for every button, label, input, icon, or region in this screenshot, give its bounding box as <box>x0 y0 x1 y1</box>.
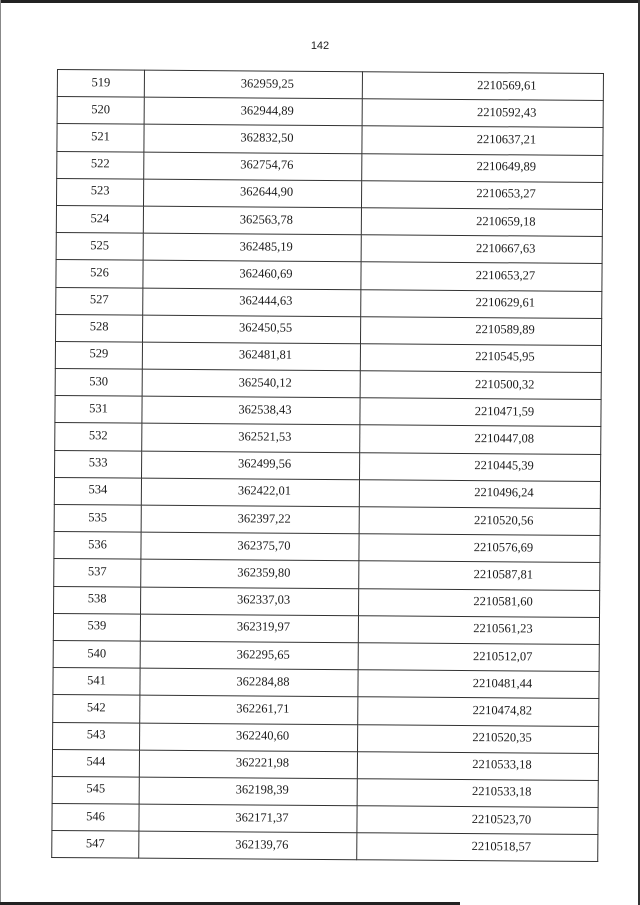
y-coordinate-text: 2210637,21 <box>476 132 537 147</box>
y-coordinate-text: 2210659,18 <box>476 213 536 229</box>
point-number-cell <box>54 504 141 532</box>
x-coordinate-cell <box>140 641 358 670</box>
y-coordinate-text: 2210500,32 <box>474 376 535 392</box>
x-coordinate-text: 362481,81 <box>238 347 293 363</box>
x-coordinate-cell <box>143 233 361 262</box>
y-coordinate-text: 2210653,27 <box>476 186 536 201</box>
x-coordinate-text: 362139,76 <box>235 837 289 852</box>
x-coordinate-text: 362450,55 <box>238 320 293 336</box>
y-coordinate-cell <box>358 724 599 753</box>
y-coordinate-cell <box>360 316 601 345</box>
x-coordinate-text: 362198,39 <box>235 782 289 798</box>
y-coordinate-cell <box>358 670 599 699</box>
point-number-text: 523 <box>90 183 110 198</box>
x-coordinate-text: 362460,69 <box>239 266 293 281</box>
point-number-text: 540 <box>87 645 107 660</box>
y-coordinate-cell <box>357 806 598 835</box>
y-coordinate-text: 2210518,57 <box>471 838 532 854</box>
x-coordinate-cell <box>141 478 359 507</box>
y-coordinate-text: 2210581,60 <box>473 594 533 609</box>
y-coordinate-cell <box>359 507 600 536</box>
table-row <box>57 151 603 182</box>
x-coordinate-cell <box>143 260 361 289</box>
y-coordinate-cell <box>361 208 602 237</box>
x-coordinate-cell <box>142 369 360 398</box>
x-coordinate-cell <box>141 505 359 534</box>
x-coordinate-cell <box>140 668 358 697</box>
point-number-cell <box>52 804 139 832</box>
point-number-text: 519 <box>91 74 111 89</box>
point-number-cell <box>53 640 140 668</box>
x-coordinate-cell <box>142 424 360 453</box>
table-row <box>53 668 599 699</box>
y-coordinate-text: 2210589,89 <box>475 322 535 337</box>
point-number-cell <box>55 423 142 451</box>
x-coordinate-cell <box>141 560 359 589</box>
x-coordinate-cell <box>143 206 361 235</box>
table-row <box>54 477 600 508</box>
point-number-text: 527 <box>89 292 109 307</box>
point-number-cell <box>53 613 140 641</box>
x-coordinate-cell <box>142 396 360 425</box>
x-coordinate-cell <box>144 152 362 181</box>
table-row <box>54 532 600 563</box>
point-number-text: 532 <box>88 428 108 443</box>
point-number-text: 524 <box>90 210 110 225</box>
y-coordinate-cell <box>359 534 600 563</box>
point-number-text: 531 <box>89 401 108 416</box>
point-number-text: 543 <box>86 727 106 742</box>
coordinates-table <box>51 69 604 862</box>
table-row <box>53 722 599 753</box>
point-number-cell <box>52 831 139 859</box>
y-coordinate-cell <box>359 480 600 509</box>
point-number-cell <box>57 70 144 98</box>
point-number-text: 541 <box>87 672 106 688</box>
point-number-cell <box>55 369 142 397</box>
point-number-text: 520 <box>91 102 111 117</box>
point-number-text: 546 <box>86 808 105 824</box>
x-coordinate-cell <box>144 125 362 154</box>
y-coordinate-cell <box>357 751 598 780</box>
point-number-text: 545 <box>86 781 106 796</box>
x-coordinate-cell <box>142 342 360 371</box>
table-row <box>52 804 598 835</box>
table-row <box>52 831 598 862</box>
point-number-text: 533 <box>88 455 108 470</box>
x-coordinate-text: 362538,43 <box>238 402 292 417</box>
point-number-text: 538 <box>87 591 107 606</box>
table-row <box>52 749 598 780</box>
point-number-cell <box>56 314 143 342</box>
table-row <box>54 586 600 617</box>
point-number-text: 539 <box>87 618 107 633</box>
y-coordinate-text: 2210474,82 <box>472 702 533 718</box>
table-row <box>53 640 599 671</box>
y-coordinate-cell <box>360 371 601 400</box>
point-number-cell <box>53 695 140 723</box>
table-row <box>55 450 601 481</box>
point-number-text: 526 <box>90 265 109 280</box>
x-coordinate-text: 362444,63 <box>239 293 293 308</box>
x-coordinate-text: 362959,25 <box>240 75 295 91</box>
y-coordinate-text: 2210447,08 <box>474 431 535 446</box>
point-number-text: 522 <box>90 156 110 171</box>
point-number-text: 521 <box>91 129 110 144</box>
x-coordinate-text: 362563,78 <box>239 211 294 227</box>
x-coordinate-text: 362499,56 <box>237 456 292 471</box>
y-coordinate-text: 2210592,43 <box>476 104 537 120</box>
scan-edge-top <box>0 0 640 3</box>
x-coordinate-cell <box>139 831 357 860</box>
x-coordinate-text: 362644,90 <box>239 184 294 200</box>
x-coordinate-text: 362754,76 <box>240 157 294 172</box>
point-number-cell <box>57 124 144 152</box>
table-row <box>57 124 603 155</box>
table-row <box>56 287 602 318</box>
y-coordinate-text: 2210629,61 <box>475 295 536 310</box>
point-number-cell <box>55 341 142 369</box>
x-coordinate-text: 362221,98 <box>235 755 290 771</box>
table-row <box>56 178 602 209</box>
x-coordinate-cell <box>140 695 358 724</box>
y-coordinate-text: 2210653,27 <box>475 267 536 283</box>
y-coordinate-cell <box>358 643 599 672</box>
y-coordinate-cell <box>361 235 602 264</box>
point-number-text: 537 <box>87 564 107 579</box>
point-number-cell <box>54 586 141 614</box>
table-row <box>54 504 600 535</box>
x-coordinate-text: 362240,60 <box>236 728 290 743</box>
x-coordinate-cell <box>142 451 360 480</box>
x-coordinate-text: 362261,71 <box>236 701 290 716</box>
y-coordinate-cell <box>358 697 599 726</box>
table-row <box>53 695 599 726</box>
table-row <box>55 396 601 427</box>
point-number-text: 536 <box>88 537 107 552</box>
x-coordinate-cell <box>141 532 359 561</box>
point-number-text: 544 <box>86 754 106 769</box>
y-coordinate-text: 2210512,07 <box>472 648 533 664</box>
point-number-text: 535 <box>88 509 108 524</box>
y-coordinate-text: 2210649,89 <box>476 159 537 174</box>
point-number-text: 530 <box>89 373 109 389</box>
table-row <box>56 233 602 264</box>
y-coordinate-text: 2210561,23 <box>473 621 533 636</box>
y-coordinate-cell <box>362 99 603 128</box>
table-row <box>57 97 603 128</box>
y-coordinate-cell <box>362 126 603 155</box>
table-row <box>52 776 598 807</box>
point-number-text: 529 <box>89 346 109 361</box>
x-coordinate-text: 362422,01 <box>237 483 292 499</box>
y-coordinate-text: 2210533,18 <box>472 757 532 772</box>
point-number-cell <box>56 260 143 288</box>
y-coordinate-cell <box>357 779 598 808</box>
y-coordinate-text: 2210545,95 <box>475 349 535 364</box>
x-coordinate-text: 362485,19 <box>239 239 293 254</box>
y-coordinate-cell <box>361 289 602 318</box>
point-number-text: 534 <box>88 482 108 497</box>
x-coordinate-cell <box>140 723 358 752</box>
table-row <box>55 369 601 400</box>
x-coordinate-cell <box>144 97 362 126</box>
table-row <box>56 314 602 345</box>
point-number-cell <box>55 396 142 424</box>
y-coordinate-text: 2210496,24 <box>474 485 534 500</box>
x-coordinate-text: 362397,22 <box>237 510 291 526</box>
table-body <box>52 70 604 862</box>
point-number-cell <box>56 233 143 261</box>
x-coordinate-cell <box>141 587 359 616</box>
y-coordinate-text: 2210533,18 <box>471 784 532 799</box>
x-coordinate-cell <box>139 777 357 806</box>
point-number-cell <box>57 97 144 125</box>
point-number-cell <box>56 178 143 206</box>
x-coordinate-text: 362319,97 <box>236 619 291 635</box>
y-coordinate-cell <box>361 262 602 291</box>
table-row <box>53 613 599 644</box>
point-number-cell <box>53 668 140 696</box>
y-coordinate-cell <box>361 180 602 209</box>
point-number-text: 542 <box>86 700 106 715</box>
y-coordinate-text: 2210520,56 <box>473 512 534 528</box>
y-coordinate-text: 2210667,63 <box>475 240 536 256</box>
point-number-cell <box>54 559 141 587</box>
y-coordinate-cell <box>359 452 600 481</box>
table-row <box>55 341 601 372</box>
point-number-text: 547 <box>85 836 105 851</box>
table-row <box>55 423 601 454</box>
scan-edge-left <box>0 0 1 905</box>
y-coordinate-text: 2210520,35 <box>472 730 532 745</box>
point-number-cell <box>57 151 144 179</box>
y-coordinate-text: 2210523,70 <box>471 811 532 827</box>
point-number-cell <box>52 749 139 777</box>
y-coordinate-cell <box>358 615 599 644</box>
x-coordinate-text: 362375,70 <box>237 538 291 553</box>
table-row <box>56 260 602 291</box>
x-coordinate-cell <box>139 750 357 779</box>
y-coordinate-text: 2210576,69 <box>473 539 534 555</box>
x-coordinate-text: 362171,37 <box>235 809 289 825</box>
point-number-cell <box>54 532 141 560</box>
x-coordinate-cell <box>139 804 357 833</box>
point-number-cell <box>54 477 141 505</box>
table-row <box>54 559 600 590</box>
table-row <box>56 205 602 236</box>
x-coordinate-text: 362337,03 <box>237 592 291 607</box>
x-coordinate-text: 362359,80 <box>237 565 291 580</box>
y-coordinate-cell <box>362 153 603 182</box>
x-coordinate-cell <box>143 315 361 344</box>
x-coordinate-cell <box>144 70 362 99</box>
y-coordinate-text: 2210587,81 <box>473 567 534 582</box>
y-coordinate-cell <box>360 425 601 454</box>
y-coordinate-cell <box>360 344 601 373</box>
y-coordinate-text: 2210569,61 <box>477 77 537 93</box>
x-coordinate-cell <box>143 288 361 317</box>
y-coordinate-cell <box>362 72 603 101</box>
x-coordinate-text: 362832,50 <box>240 130 294 145</box>
point-number-cell <box>55 450 142 478</box>
x-coordinate-text: 362295,65 <box>236 646 290 662</box>
table-row <box>57 70 603 101</box>
point-number-text: 528 <box>89 319 109 334</box>
y-coordinate-cell <box>357 833 598 862</box>
y-coordinate-text: 2210445,39 <box>474 458 534 473</box>
x-coordinate-text: 362284,88 <box>236 674 290 689</box>
y-coordinate-cell <box>360 398 601 427</box>
x-coordinate-cell <box>143 179 361 208</box>
page-number: 142 <box>310 40 330 52</box>
y-coordinate-cell <box>359 588 600 617</box>
y-coordinate-text: 2210471,59 <box>474 403 535 419</box>
x-coordinate-text: 362944,89 <box>240 103 294 118</box>
point-number-cell <box>53 722 140 750</box>
y-coordinate-text: 2210481,44 <box>472 675 533 691</box>
x-coordinate-cell <box>140 614 358 643</box>
x-coordinate-text: 362540,12 <box>238 374 292 390</box>
point-number-cell <box>56 205 143 233</box>
x-coordinate-text: 362521,53 <box>238 429 292 444</box>
point-number-cell <box>52 776 139 804</box>
point-number-text: 525 <box>90 237 110 253</box>
y-coordinate-cell <box>359 561 600 590</box>
point-number-cell <box>56 287 143 315</box>
